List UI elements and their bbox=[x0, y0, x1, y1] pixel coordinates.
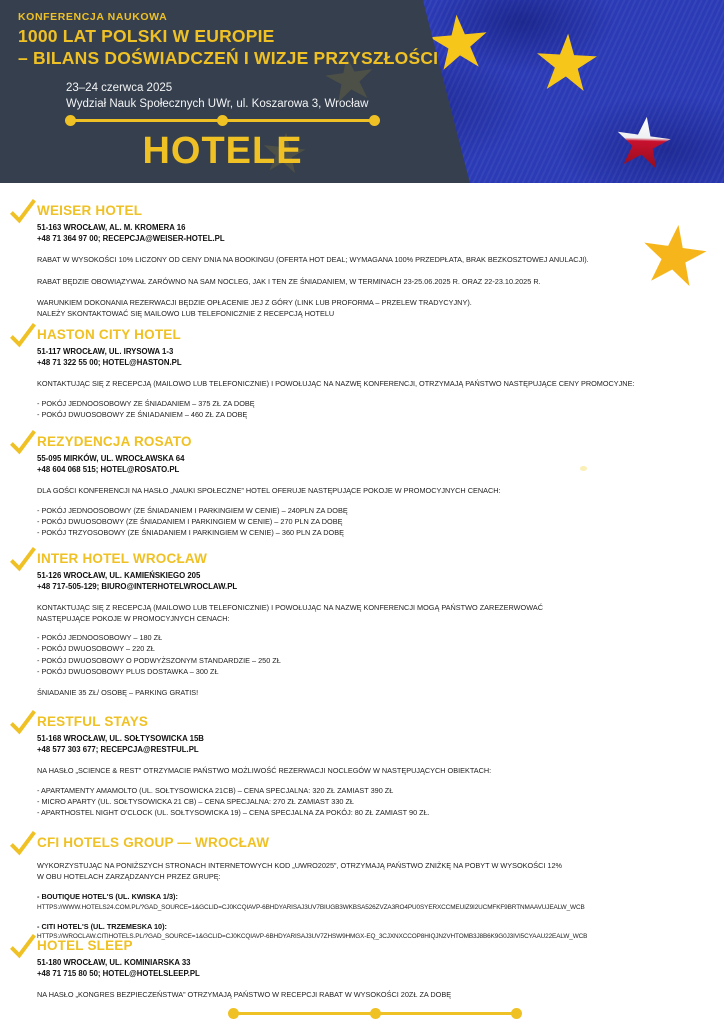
body-line: NALEŻY SKONTAKTOWAĆ SIĘ MAILOWO LUB TELEFONICZNIE Z RECEPCJĄ HOTELU bbox=[37, 308, 335, 318]
body-line: WYKORZYSTUJĄC NA PONIŻSZYCH STRONACH INTERNETOWYCH KOD „UWRO2025”, OTRZYMAJĄ PAŃSTWO ZNIŻKĘ NA POBYT W WYSOKOŚCI 12% bbox=[37, 861, 563, 870]
hotel-para-block bbox=[37, 688, 697, 699]
checkmark-icon bbox=[10, 430, 36, 456]
hotel-para-block bbox=[37, 861, 697, 882]
body-line: NA HASŁO „KONGRES BEZPIECZEŃSTWA” OTRZYMAJĄ PAŃSTWO W RECEPCJI RABAT W WYSOKOŚCI 20ZŁ ZA DOBĘ bbox=[37, 990, 452, 999]
divider-dot bbox=[369, 115, 380, 126]
star-icon bbox=[533, 31, 599, 97]
hotel-section-hotel-sleep bbox=[37, 938, 697, 1001]
hotel-section-haston-city-hotel bbox=[37, 327, 697, 420]
divider-dot bbox=[217, 115, 228, 126]
hotel-name: INTER HOTEL WROCŁAW bbox=[37, 551, 208, 566]
hotel-section-weiser-hotel bbox=[37, 203, 697, 319]
hotel-section-inter-hotel-wrocław bbox=[37, 551, 697, 699]
hotel-address: 51-117 WROCŁAW, UL. IRYSOWA 1-3 bbox=[37, 347, 174, 356]
hotel-section-rezydencja-rosato bbox=[37, 434, 697, 538]
body-line: NASTĘPUJĄCE POKOJE W PROMOCYJNYCH CENACH: bbox=[37, 613, 230, 623]
bullet-line: - POKÓJ DWUOSOBOWY PLUS DOSTAWKA – 300 ZŁ bbox=[37, 666, 219, 676]
hotel-address-block bbox=[37, 453, 697, 475]
conference-title-line2: – BILANS DOŚWIADCZEŃ I WIZJE PRZYSZŁOŚCI bbox=[18, 47, 439, 68]
bullet-line: - APARTHOSTEL NIGHT O'CLOCK (UL. SOŁTYSOWICKA 19) – CENA SPECJALNA ZA POKÓJ: 80 ZŁ ZAMIAST 90 ZŁ. bbox=[37, 808, 430, 818]
body-line: DLA GOŚCI KONFERENCJI NA HASŁO „NAUKI SPOŁECZNE” HOTEL OFERUJE NASTĘPUJĄCE POKOJE W PROMOCYJNYCH CENACH: bbox=[37, 486, 501, 495]
hotel-body bbox=[37, 990, 697, 1001]
hotel-body bbox=[37, 379, 697, 420]
body-line: RABAT BĘDZIE OBOWIĄZYWAŁ ZARÓWNO NA SAM NOCLEG, JAK I TEN ZE ŚNIADANIEM, W TERMINACH 23-25.06.2025 R. ORAZ 22-23.10.2025 R. bbox=[37, 276, 541, 286]
hotel-bullets-block bbox=[37, 398, 697, 421]
hotel-address-block bbox=[37, 346, 697, 368]
checkmark-icon bbox=[10, 547, 36, 573]
poland-star-icon bbox=[611, 112, 674, 175]
conference-title bbox=[18, 26, 438, 69]
bullet-line: - POKÓJ DWUOSOBOWY ZE ŚNIADANIEM – 460 ZŁ ZA DOBĘ bbox=[37, 409, 248, 419]
conference-date: 23–24 czerwca 2025 bbox=[66, 82, 173, 94]
hotel-address-block bbox=[37, 733, 697, 755]
hotel-name: REZYDENCJA ROSATO bbox=[37, 434, 192, 449]
hotel-section-restful-stays bbox=[37, 714, 697, 818]
bullet-line: - POKÓJ JEDNOOSOBOWY ZE ŚNIADANIEM – 375 ZŁ ZA DOBĘ bbox=[37, 398, 255, 408]
checkmark-icon bbox=[10, 934, 36, 960]
hotel-body bbox=[37, 255, 697, 319]
divider-dot bbox=[511, 1008, 522, 1019]
hotel-name: WEISER HOTEL bbox=[37, 203, 143, 218]
hotel-bullets-block bbox=[37, 632, 697, 677]
hotel-para-block bbox=[37, 277, 697, 288]
hotel-name: RESTFUL STAYS bbox=[37, 714, 149, 729]
hotel-para-block bbox=[37, 298, 697, 319]
checkmark-icon bbox=[10, 323, 36, 349]
body-line: W OBU HOTELACH ZARZĄDZANYCH PRZEZ GRUPĘ: bbox=[37, 871, 221, 881]
hotel-body bbox=[37, 861, 697, 941]
hotel-address-block bbox=[37, 222, 697, 244]
hotel-body bbox=[37, 486, 697, 538]
hotel-body bbox=[37, 603, 697, 699]
bullet-line: - POKÓJ DWUOSOBOWY O PODWYŻSZONYM STANDARDZIE – 250 ZŁ bbox=[37, 655, 281, 665]
hotel-contact: +48 577 303 677; RECEPCJA@RESTFUL.PL bbox=[37, 745, 199, 754]
hotel-link-block bbox=[37, 892, 697, 912]
hotel-address: 51-180 WROCŁAW, UL. KOMINIARSKA 33 bbox=[37, 958, 191, 967]
header-divider bbox=[70, 119, 375, 122]
bullet-line: - MICRO APARTY (UL. SOŁTYSOWICKA 21 CB) – CENA SPECJALNA: 270 ZŁ ZAMIAST 330 ZŁ bbox=[37, 796, 354, 806]
page-title: HOTELE bbox=[142, 130, 303, 172]
hotel-name: HASTON CITY HOTEL bbox=[37, 327, 181, 342]
hotel-contact: +48 71 715 80 50; HOTEL@HOTELSLEEP.PL bbox=[37, 969, 200, 978]
hotel-address-block bbox=[37, 570, 697, 592]
hotel-link-label: - CITI HOTEL'S (UL. TRZEMESKA 10): bbox=[37, 921, 167, 931]
bullet-line: - POKÓJ TRZYOSOBOWY (ZE ŚNIADANIEM I PARKINGIEM W CENIE) – 360 PLN ZA DOBĘ bbox=[37, 528, 344, 538]
hotel-body bbox=[37, 766, 697, 818]
divider-dot bbox=[228, 1008, 239, 1019]
conference-kicker: KONFERENCJA NAUKOWA bbox=[18, 11, 168, 23]
bullet-line: - POKÓJ JEDNOOSOBOWY (ZE ŚNIADANIEM I PARKINGIEM W CENIE) – 240PLN ZA DOBĘ bbox=[37, 505, 348, 515]
hotel-bullets-block bbox=[37, 785, 697, 819]
hotel-name: CFI HOTELS GROUP — WROCŁAW bbox=[37, 835, 270, 850]
bullet-line: - APARTAMENTY AMAMOLTO (UL. SOŁTYSOWICKA 21CB) – CENA SPECJALNA: 320 ZŁ ZAMIAST 390 ZŁ bbox=[37, 785, 394, 795]
hotel-para-block bbox=[37, 379, 697, 390]
hotel-address: 51-168 WROCŁAW, UL. SOŁTYSOWICKA 15B bbox=[37, 734, 204, 743]
hotel-address: 51-163 WROCŁAW, AL. M. KROMERA 16 bbox=[37, 223, 186, 232]
hotel-contact: +48 71 322 55 00; HOTEL@HASTON.PL bbox=[37, 358, 182, 367]
hotel-link-url: HTTPS://WROCLAW.CITIHOTELS.PL/?GAD_SOURCE=1&GCLID=CJ0KCQIAVP-6BHDYARISAJ3UV7ZHSW9HMGX-EQ_3CJXNXCCOP8HIQJN2VHTOMB3J8B6K9G0J3IVI5CYAAU22EALW_WCB bbox=[37, 933, 588, 940]
divider-dot bbox=[370, 1008, 381, 1019]
hotel-para-block bbox=[37, 766, 697, 777]
hotel-para-block bbox=[37, 603, 697, 624]
hotel-address: 55-095 MIRKÓW, UL. WROCŁAWSKA 64 bbox=[37, 454, 185, 463]
hotel-address-block bbox=[37, 957, 697, 979]
bullet-line: - POKÓJ JEDNOOSOBOWY – 180 ZŁ bbox=[37, 633, 163, 642]
hotel-link-url: HTTPS://WWW.HOTELS24.COM.PL/?GAD_SOURCE=1&GCLID=CJ0KCQIAVP-6BHDYARISAJ3UV7BIUGB3WKBSA526ZVZA3RO4PU0SYERXCCMEUIZ9I2UCMFKF9BRTNMAAVUJEALW_WCB bbox=[37, 903, 585, 911]
checkmark-icon bbox=[10, 199, 36, 225]
checkmark-icon bbox=[10, 831, 36, 857]
hotel-para-block bbox=[37, 486, 697, 497]
bullet-line: - POKÓJ DWUOSOBOWY (ZE ŚNIADANIEM I PARKINGIEM W CENIE) – 270 PLN ZA DOBĘ bbox=[37, 516, 343, 526]
hotel-contact: +48 717-505-129; BIURO@INTERHOTELWROCLAW.PL bbox=[37, 582, 238, 591]
checkmark-icon bbox=[10, 710, 36, 736]
conference-venue: Wydział Nauk Społecznych UWr, ul. Koszarowa 3, Wrocław bbox=[66, 97, 369, 110]
hotel-name: HOTEL SLEEP bbox=[37, 938, 133, 953]
hotel-contact: +48 71 364 97 00; RECEPCJA@WEISER-HOTEL.PL bbox=[37, 234, 225, 243]
hotel-bullets-block bbox=[37, 505, 697, 539]
hotel-section-cfi-hotels-group-wrocław bbox=[37, 835, 697, 941]
body-line: KONTAKTUJĄC SIĘ Z RECEPCJĄ (MAILOWO LUB TELEFONICZNIE) I POWOŁUJĄC NA NAZWĘ KONFERENCJI, OTRZYMAJĄ PAŃSTWO NASTĘPUJĄCE CENY PROMOCYJNE: bbox=[37, 379, 635, 388]
hotel-para-block bbox=[37, 990, 697, 1001]
hotel-link-label: - BOUTIQUE HOTEL'S (UL. KWISKA 1/3): bbox=[37, 892, 178, 901]
body-line: ŚNIADANIE 35 ZŁ/ OSOBĘ – PARKING GRATIS! bbox=[37, 688, 199, 698]
divider-dot bbox=[65, 115, 76, 126]
conference-title-line1: 1000 LAT POLSKI W EUROPIE bbox=[18, 26, 275, 46]
bullet-line: - POKÓJ DWUOSOBOWY – 220 ZŁ bbox=[37, 644, 155, 654]
hotel-para-block bbox=[37, 255, 697, 266]
header-banner bbox=[0, 0, 724, 183]
footer-divider bbox=[233, 1012, 517, 1015]
hotel-address: 51-126 WROCŁAW, UL. KAMIEŃSKIEGO 205 bbox=[37, 571, 201, 580]
body-line: KONTAKTUJĄC SIĘ Z RECEPCJĄ (MAILOWO LUB TELEFONICZNIE) I POWOŁUJĄC NA NAZWĘ KONFERENCJI MOGĄ PAŃSTWO ZAREZERWOWAĆ bbox=[37, 603, 543, 612]
hotel-contact: +48 604 068 515; HOTEL@ROSATO.PL bbox=[37, 465, 180, 474]
body-line: NA HASŁO „SCIENCE & REST” OTRZYMACIE PAŃSTWO MOŻLIWOŚĆ REZERWACJI NOCLEGÓW W NASTĘPUJĄCYCH OBIEKTACH: bbox=[37, 766, 492, 775]
body-line: RABAT W WYSOKOŚCI 10% LICZONY OD CENY DNIA NA BOOKINGU (OFERTA HOT DEAL; WYMAGANA 100% PRZEDPŁATA, BRAK BEZKOSZTOWEJ ANULACJI). bbox=[37, 255, 589, 264]
conference-meta bbox=[66, 81, 368, 112]
body-line: WARUNKIEM DOKONANIA REZERWACJI BĘDZIE OPŁACENIE JEJ Z GÓRY (LINK LUB PROFORMA – PRZELEW TRADYCYJNY). bbox=[37, 298, 472, 307]
